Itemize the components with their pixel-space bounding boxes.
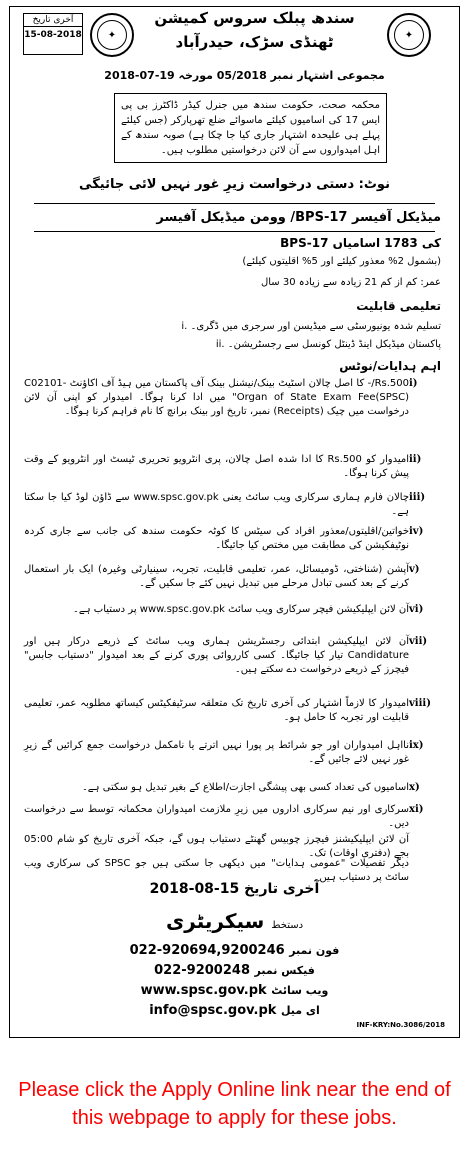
instruction-text: اسامیوں کی تعداد کسی بھی پیشگی اجازت/اطلاع کے بغیر تبدیل ہو سکتی ہے۔ [81,782,409,793]
email-label: ای میل [280,1004,320,1017]
emblem-icon: ✦ [394,20,424,50]
instruction-text: نااہل امیدواران اور جو شرائط پر پورا نہیں اترتے یا نامکمل درخواست جمع کرائیں گے زیرِ غور نہیں لائے جائیں گے۔ [24,740,409,765]
instruction-item [24,781,443,795]
instruction-item [24,377,443,419]
email-address: info@spsc.gov.pk [149,1003,277,1018]
divider [34,231,435,232]
instruction-number: x) [409,782,420,793]
instruction-number: ii) [409,454,422,465]
job-advertisement [9,6,460,1038]
website-url: www.spsc.gov.pk [140,983,267,998]
instruction-item [24,697,443,725]
qualification-item: i. تسلیم شدہ یونیورسٹی سے میڈیسن اور سرجری میں ڈگری۔ [181,321,441,332]
email-line [10,1003,459,1018]
website-label: ویب سائٹ [271,984,329,997]
instruction-item [24,635,443,677]
phone-number: 022-920694,9200246 [129,943,285,958]
instruction-number: v) [409,564,420,575]
divider [34,203,435,204]
apply-online-note: Please click the Apply Online link near the end of this webpage to apply for these jobs. [18,1079,451,1129]
instruction-text: سرکاری اور نیم سرکاری اداروں میں زیرِ ملازمت امیدواران محکمانہ توسط سے درخواست دیں۔ [24,804,409,829]
instruction-text: آن لائن ایپلیکیشن فیچر سرکاری ویب سائٹ www.spsc.gov.pk پر دستیاب ہے۔ [73,604,409,615]
instruction-number: viii) [409,698,431,709]
instruction-number: ix) [409,740,424,751]
sindh-government-logo [387,13,431,57]
secretary-title: سیکریٹری [165,909,265,933]
post-quota: (بشمول 2% معذور کیلئے اور 5% اقلیتوں کیلئے) [242,256,441,267]
fax-number: 022-9200248 [154,963,250,978]
phone-line [10,943,459,958]
instruction-number: vii) [409,636,428,647]
website-line [10,983,459,998]
fax-line [10,963,459,978]
reference-number: INF-KRY:No.3086/2018 [356,1021,445,1029]
instruction-item [24,803,443,831]
instruction-item [24,603,443,617]
deadline-stamp-date: 15-08-2018 [24,30,82,40]
deadline-stamp-label: آخری تاریخ [24,14,82,27]
instruction-number: iii) [409,492,426,503]
final-date: آخری تاریخ 15-08-2018 [149,881,320,897]
fax-label: فیکس نمبر [254,964,315,977]
emblem-icon: ✦ [97,20,127,50]
spsc-logo-left [90,13,134,57]
instruction-text: آن لائن ایپلیکیشنز فیچرز چوبیس گھنٹے دستیاب ہوں گے، جبکہ آخری تاریخ کو شام 05:00 بجے (دفتری اوقات) تک۔ [24,834,409,859]
post-title: میڈیکل آفیسر BPS-17/ وومن میڈیکل آفیسر [156,210,441,225]
instructions-heading: اہم ہدایات/نوٹس [339,359,441,373]
instruction-item [24,563,443,591]
instruction-text: آپشن (شناختی، ڈومیسائل، عمر، تعلیمی قابلیت، تجربہ، سینیارٹی وغیرہ) ایک بار استعمال کرنے کے بعد کسی تبادل مرحلے میں تبدیل نہیں کئے جا سکیں گے۔ [24,564,409,589]
instruction-item [24,525,443,553]
instruction-number: iv) [409,526,424,537]
post-count: BPS-17 کی 1783 اسامیاں [280,236,441,250]
footer-bar [20,1017,449,1033]
intro-box: محکمہ صحت، حکومت سندھ میں جنرل کیڈر ڈاکٹرز بی پی ایس 17 کی اسامیوں کیلئے ماسوائے ضلع تھرپارکر (جس کیلئے پہلے ہی علیحدہ اشتہار جاری کیا جا چکا ہے) صوبہ سندھ کے اہل امیدواروں سے آن لائن درخواستیں مطلوب ہیں۔ [114,93,387,163]
age-limit: عمر: کم از کم 21 زیادہ سے زیادہ 30 سال [260,277,441,288]
instruction-item [24,453,443,481]
org-name: سندھ پبلک سروس کمیشن [154,9,355,27]
deadline-stamp [23,13,83,55]
instruction-text: Rs.500/- کا اصل چالان اسٹیٹ بینک/نیشنل بینک آف پاکستان میں ہیڈ آف اکاؤنٹ C02101-Organ of State Exam Fee(SPSC)" میں ادا کرنا ہوگا۔ امیدوار کو اپنی آن لائن درخواست میں چیک (Receipts) نمبر، تاریخ اور بینک برانچ کا نام فراہم کرنا ہوگا۔ [24,378,410,417]
instruction-text: آن لائن ایپلیکیشن ابتدائی رجسٹریشن ہماری ویب سائٹ کے ذریعے درکار ہیں اور Candidature تیار کیا جائیگا۔ کسی کارروائی پوری کرنے کے بعد امیدوار "دستیاب جابس" فیچرز کے ذریعے درخواست دے سکتے ہیں۔ [24,636,409,675]
instruction-number: vi) [409,604,424,615]
phone-label: فون نمبر [289,944,340,957]
org-address: ٹھنڈی سڑک، حیدرآباد [175,33,334,51]
instruction-text: امیدوار کا لازماً اشتہار کی آخری تاریخ تک متعلقہ سرٹیفکیٹس کیساتھ مطلوبہ عمر، تعلیمی قابلیت اور تجربہ کا حامل ہو۔ [24,698,409,723]
instruction-text: چالان فارم ہماری سرکاری ویب سائٹ یعنی www.spsc.gov.pk سے ڈاؤن لوڈ کیا جا سکتا ہے۔ [24,492,410,517]
instruction-item [24,739,443,767]
advertisement-number: مجموعی اشتہار نمبر 05/2018 مورخہ 19-07-2018 [104,69,385,82]
instruction-text: خواتین/اقلیتوں/معذور افراد کی سیٹس کا کوٹہ حکومت سندھ کی جانب سے جاری کردہ نوٹیفکیشن کی مطابقت میں مختص کیا جائیگا۔ [24,526,409,551]
qualification-heading: تعلیمی قابلیت [356,299,441,313]
signature-prefix: دستخط [271,920,304,931]
instruction-item [24,491,443,519]
qualification-item: ii. پاکستان میڈیکل اینڈ ڈینٹل کونسل سے رجسٹریشن۔ [215,339,441,350]
instruction-text: دیگر تفصیلات "عمومی ہدایات" میں دیکھی جا سکتی ہیں جو SPSC کی سرکاری ویب سائٹ پر دستیاب ہیں۔ [24,858,409,883]
instruction-number: i) [409,378,418,389]
instruction-text: امیدوار کو Rs.500 کا ادا شدہ اصل چالان، پری انٹرویو تحریری ٹیسٹ اور انٹرویو کے وقت پیش کرنا ہوگا۔ [24,454,410,479]
instruction-number: xi) [409,804,424,815]
signature-block [10,909,459,933]
note-manual-applications: نوٹ: دستی درخواست زیرِ غور نہیں لائی جائیگی [79,177,390,192]
